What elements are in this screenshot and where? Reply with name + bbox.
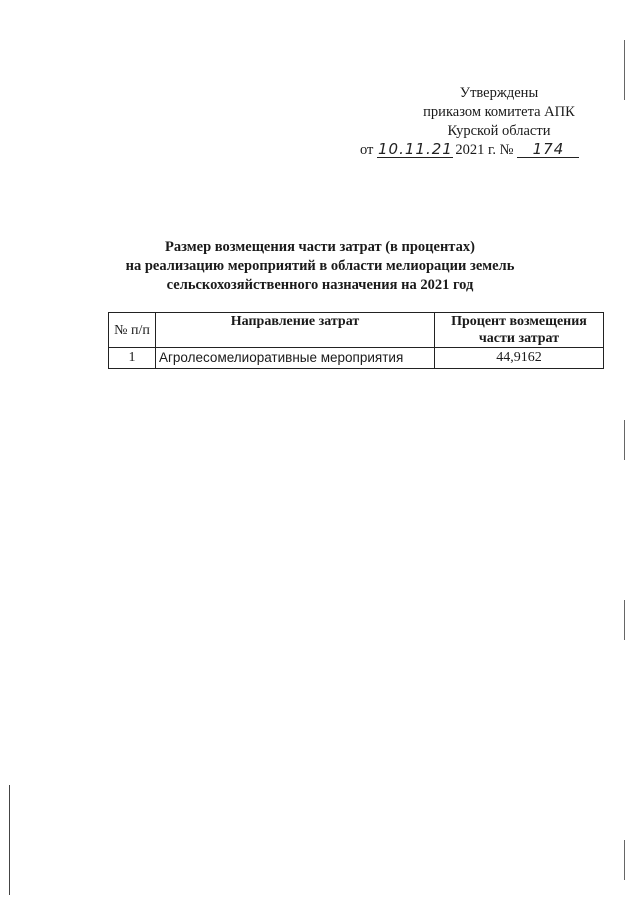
row-number: 1 xyxy=(109,348,156,369)
title-line-2: на реализацию мероприятий в области мелиорации земель xyxy=(125,258,515,274)
year-text: 2021 г. № xyxy=(455,142,514,158)
approval-line-3: Курской области xyxy=(447,123,551,139)
table-row xyxy=(109,348,604,369)
row-direction: Агролесомелиоративные мероприятия xyxy=(156,348,435,369)
header-direction: Направление затрат xyxy=(156,313,435,348)
approval-dateline xyxy=(360,141,610,160)
header-percent: Процент возмещения части затрат xyxy=(435,313,604,348)
title-line-3: сельскохозяйственного назначения на 2021 год xyxy=(166,277,474,293)
title-line-1: Размер возмещения части затрат (в процентах) xyxy=(165,239,475,255)
handwritten-date: 10.11.21 xyxy=(378,140,453,158)
table-header-row xyxy=(109,313,604,348)
cost-table xyxy=(108,312,604,369)
approval-line-2: приказом комитета АПК xyxy=(423,104,575,120)
scan-edge-line-right-2 xyxy=(624,420,625,460)
scan-edge-line-right-3 xyxy=(624,600,625,640)
date-prefix: от xyxy=(360,142,374,158)
header-number: № п/п xyxy=(109,313,156,348)
handwritten-number: 174 xyxy=(517,141,579,158)
row-percent: 44,9162 xyxy=(435,348,604,369)
approval-line-1: Утверждены xyxy=(459,85,539,101)
scan-edge-line-left xyxy=(9,785,10,895)
approval-block xyxy=(360,84,610,160)
scan-edge-line-right-4 xyxy=(624,840,625,880)
document-title xyxy=(120,238,520,295)
scan-edge-line-right-1 xyxy=(624,40,625,100)
